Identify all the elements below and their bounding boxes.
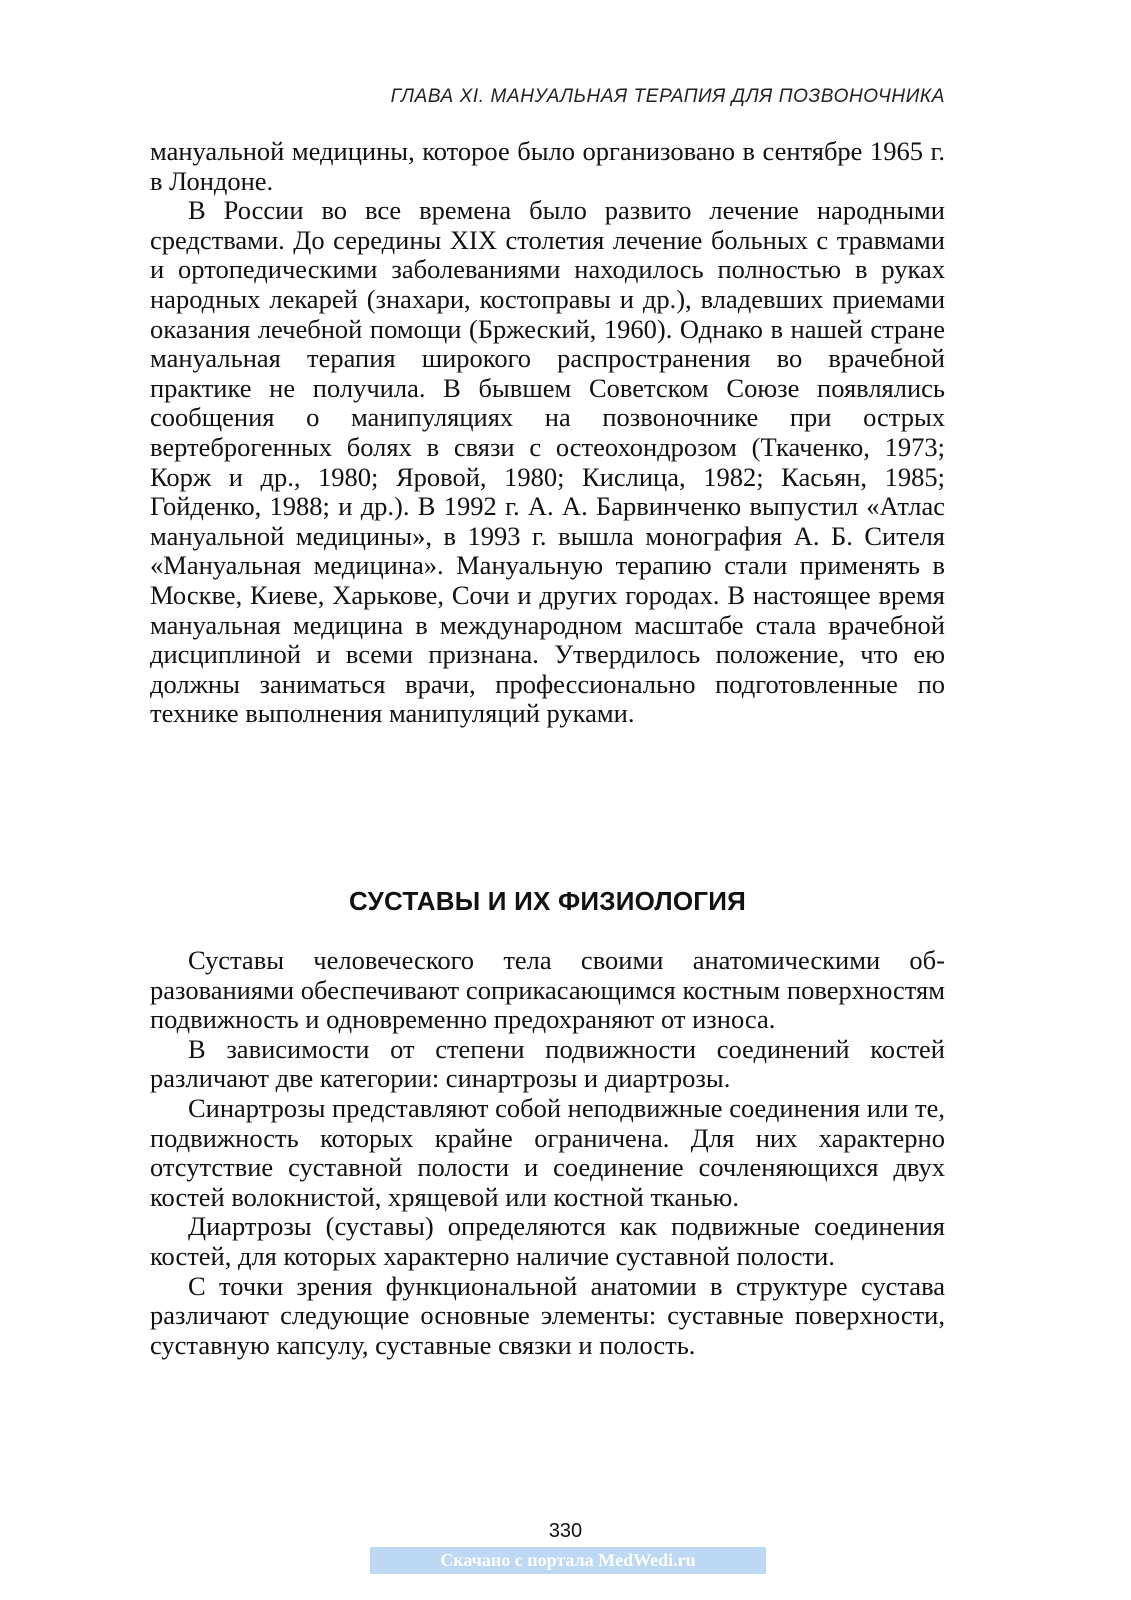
running-header: ГЛАВА XI. МАНУАЛЬНАЯ ТЕРАПИЯ ДЛЯ ПОЗВОНОЧНИКА xyxy=(390,86,945,107)
section-text xyxy=(150,946,945,1360)
paragraph: С точки зрения функциональной анатомии в структуре сустава различают следующие основные элементы: суставные поверхности, суставную капсулу, суставные связки и полость. xyxy=(150,1270,945,1360)
paragraph: Диартрозы (суставы) определяются как подвижные соединения костей, для которых характерно наличие суставной полости. xyxy=(150,1211,945,1271)
page-number: 330 xyxy=(548,1520,583,1542)
intro-text xyxy=(150,137,945,729)
download-watermark: Скачано с портала MedWedi.ru xyxy=(370,1547,766,1574)
paragraph: В России во все времена было развито лечение народными средствами. До середины XIX столетия лечение больных с травмами и ортопедическими заболеваниями находилось полностью в руках народных лекарей (знахари, костоправы и др.), владевших приемами оказания лечебной помощи (Бржеский, 1960). Однако в нашей стране мануальная терапия широкого распространения во врачебной практике не получила. В бывшем Советском Союзе появлялись сообщения о манипуляциях на позвоночнике при острых вертеброгенных болях в связи с остеохондрозом (Ткаченко, 1973; Корж и др., 1980; Яровой, 1980; Кислица, 1982; Касьян, 1985; Гойденко, 1988; и др.). В 1992 г. А. А. Барвинченко выпустил «Атлас мануальной медицины», в 1993 г. вышла монография А. Б. Сителя «Мануальная медицина». Мануальную терапию стали применять в Москве, Киеве, Харькове, Сочи и других городах. В настоящее время мануальная медицина в международном масштабе стала врачебной дисциплиной и всеми признана. Утвердилось положение, что ею должны заниматься врачи, профессионально подготовленные по технике выполнения манипуляций руками. xyxy=(150,195,945,729)
section-heading: СУСТАВЫ И ИХ ФИЗИОЛОГИЯ xyxy=(349,886,746,916)
paragraph: мануальной медицины, которое было организовано в сентябре 1965 г. в Лондоне. xyxy=(150,136,945,196)
paragraph: Суставы человеческого тела своими анатомическими образованиями обеспечивают соприкасающимся костным поверхностям подвижность и одновременно предохраняют от износа. xyxy=(150,945,945,1035)
paragraph: Синартрозы представляют собой неподвижные соединения или те, подвижность которых крайне ограничена. Для них характерно отсутствие суставной полости и соединение сочленяющихся двух костей волокнистой, хрящевой или костной тканью. xyxy=(150,1092,945,1212)
paragraph: В зависимости от степени подвижности соединений костей различают две категории: синартрозы и диартрозы. xyxy=(150,1033,945,1094)
